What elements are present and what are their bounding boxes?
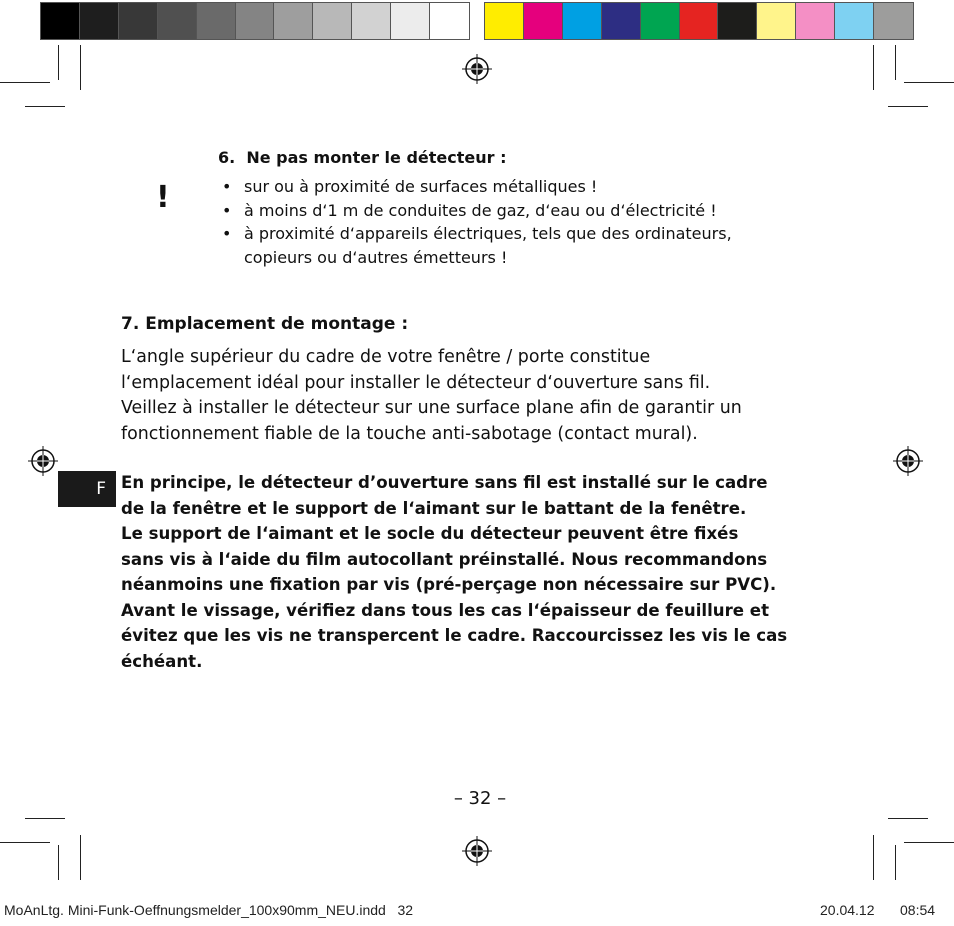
- list-item: [222, 222, 732, 246]
- bullet-dot: •: [222, 200, 232, 220]
- crop-mark-top-left-v2: [80, 45, 81, 90]
- paragraph-line: fonctionnement fiable de la touche anti-sabotage (contact mural).: [121, 423, 698, 444]
- list-item: [222, 199, 732, 223]
- crop-mark-top-right-h: [904, 82, 954, 83]
- list-item-continuation: [222, 246, 732, 270]
- process-swatch: [874, 3, 913, 39]
- grayscale-swatch: [352, 3, 391, 39]
- grayscale-color-bar: [40, 2, 470, 40]
- crop-mark-bottom-left-h: [25, 818, 65, 819]
- registration-mark-left-icon: [28, 446, 58, 476]
- grayscale-swatch: [430, 3, 469, 39]
- list-item: [222, 175, 732, 199]
- grayscale-swatch: [119, 3, 158, 39]
- section6-heading: [218, 145, 506, 171]
- crop-mark-top-left-h: [0, 82, 50, 83]
- paragraph-line: sans vis à l‘aide du film autocollant préinstallé. Nous recommandons: [121, 549, 768, 569]
- paragraph-line: Le support de l‘aimant et le socle du détecteur peuvent être fixés: [121, 524, 739, 543]
- bullet-text: à proximité d‘appareils électriques, tels que des ordinateurs,: [244, 224, 732, 243]
- section6-number: 6.: [218, 148, 236, 167]
- paragraph-line: échéant.: [121, 651, 203, 671]
- process-swatch: [680, 3, 719, 39]
- grayscale-swatch: [313, 3, 352, 39]
- section7-bold-paragraph: [121, 470, 787, 674]
- crop-mark-top-right-v: [873, 45, 874, 90]
- process-swatch: [835, 3, 874, 39]
- crop-mark-bottom-right-h: [888, 818, 928, 819]
- paragraph-line: de la fenêtre et le support de l‘aimant sur le battant de la fenêtre.: [121, 498, 747, 518]
- paragraph-line: L‘angle supérieur du cadre de votre fenêtre / porte constitue: [121, 347, 651, 367]
- bullet-text: sur ou à proximité de surfaces métalliques !: [244, 177, 598, 196]
- crop-mark-bottom-left-v2: [80, 835, 81, 880]
- bullet-text: copieurs ou d‘autres émetteurs !: [244, 247, 508, 267]
- paragraph-line: évitez que les vis ne transpercent le cadre. Raccourcissez les vis le cas: [121, 626, 788, 645]
- footer-time: 08:54: [900, 902, 936, 918]
- bullet-dot: •: [222, 224, 232, 243]
- crop-mark-top-left-v: [58, 45, 59, 80]
- crop-mark-top-left-h2: [25, 106, 65, 107]
- bullet-text: à moins d‘1 m de conduites de gaz, d‘eau ou d‘électricité !: [244, 200, 717, 220]
- section7-heading: 7. Emplacement de montage :: [121, 314, 409, 334]
- grayscale-swatch: [236, 3, 275, 39]
- section7-paragraph: [121, 345, 742, 447]
- process-swatch: [524, 3, 563, 39]
- paragraph-line: néanmoins une fixation par vis (pré-perçage non nécessaire sur PVC).: [121, 575, 777, 594]
- process-swatch: [796, 3, 835, 39]
- process-swatch: [757, 3, 796, 39]
- section6-bullets: [222, 175, 732, 269]
- process-swatch: [563, 3, 602, 39]
- grayscale-swatch: [197, 3, 236, 39]
- crop-mark-bottom-right-h2: [904, 842, 954, 843]
- registration-mark-right-icon: [893, 446, 923, 476]
- footer-date: 20.04.12: [820, 902, 875, 918]
- registration-mark-bottom-icon: [462, 836, 492, 866]
- process-swatch: [485, 3, 524, 39]
- bullet-dot: •: [222, 177, 232, 196]
- crop-mark-top-right-h2: [888, 106, 928, 107]
- paragraph-line: Avant le vissage, vérifiez dans tous les cas l‘épaisseur de feuillure et: [121, 600, 769, 620]
- section6-title: Ne pas monter le détecteur :: [246, 148, 507, 167]
- crop-mark-bottom-right-v: [873, 835, 874, 880]
- crop-mark-top-right-v2: [895, 45, 896, 80]
- process-swatch: [718, 3, 757, 39]
- paragraph-line: En principe, le détecteur d’ouverture sans fil est installé sur le cadre: [121, 473, 768, 492]
- paragraph-line: Veillez à installer le détecteur sur une surface plane afin de garantir un: [121, 398, 742, 418]
- page-number: – 32 –: [453, 788, 507, 809]
- footer-filename: MoAnLtg. Mini-Funk-Oeffnungsmelder_100x90mm_NEU.indd 32: [4, 902, 414, 918]
- grayscale-swatch: [391, 3, 430, 39]
- process-swatch: [602, 3, 641, 39]
- grayscale-swatch: [274, 3, 313, 39]
- grayscale-swatch: [41, 3, 80, 39]
- language-tab: F: [58, 471, 116, 507]
- process-swatch: [641, 3, 680, 39]
- paragraph-line: l‘emplacement idéal pour installer le détecteur d‘ouverture sans fil.: [121, 372, 711, 393]
- process-color-bar: [484, 2, 914, 40]
- crop-mark-bottom-right-v2: [895, 845, 896, 880]
- grayscale-swatch: [80, 3, 119, 39]
- grayscale-swatch: [158, 3, 197, 39]
- registration-mark-top-icon: [462, 54, 492, 84]
- crop-mark-bottom-left-h2: [0, 842, 50, 843]
- warning-mark: !: [156, 180, 170, 215]
- crop-mark-bottom-left-v: [58, 845, 59, 880]
